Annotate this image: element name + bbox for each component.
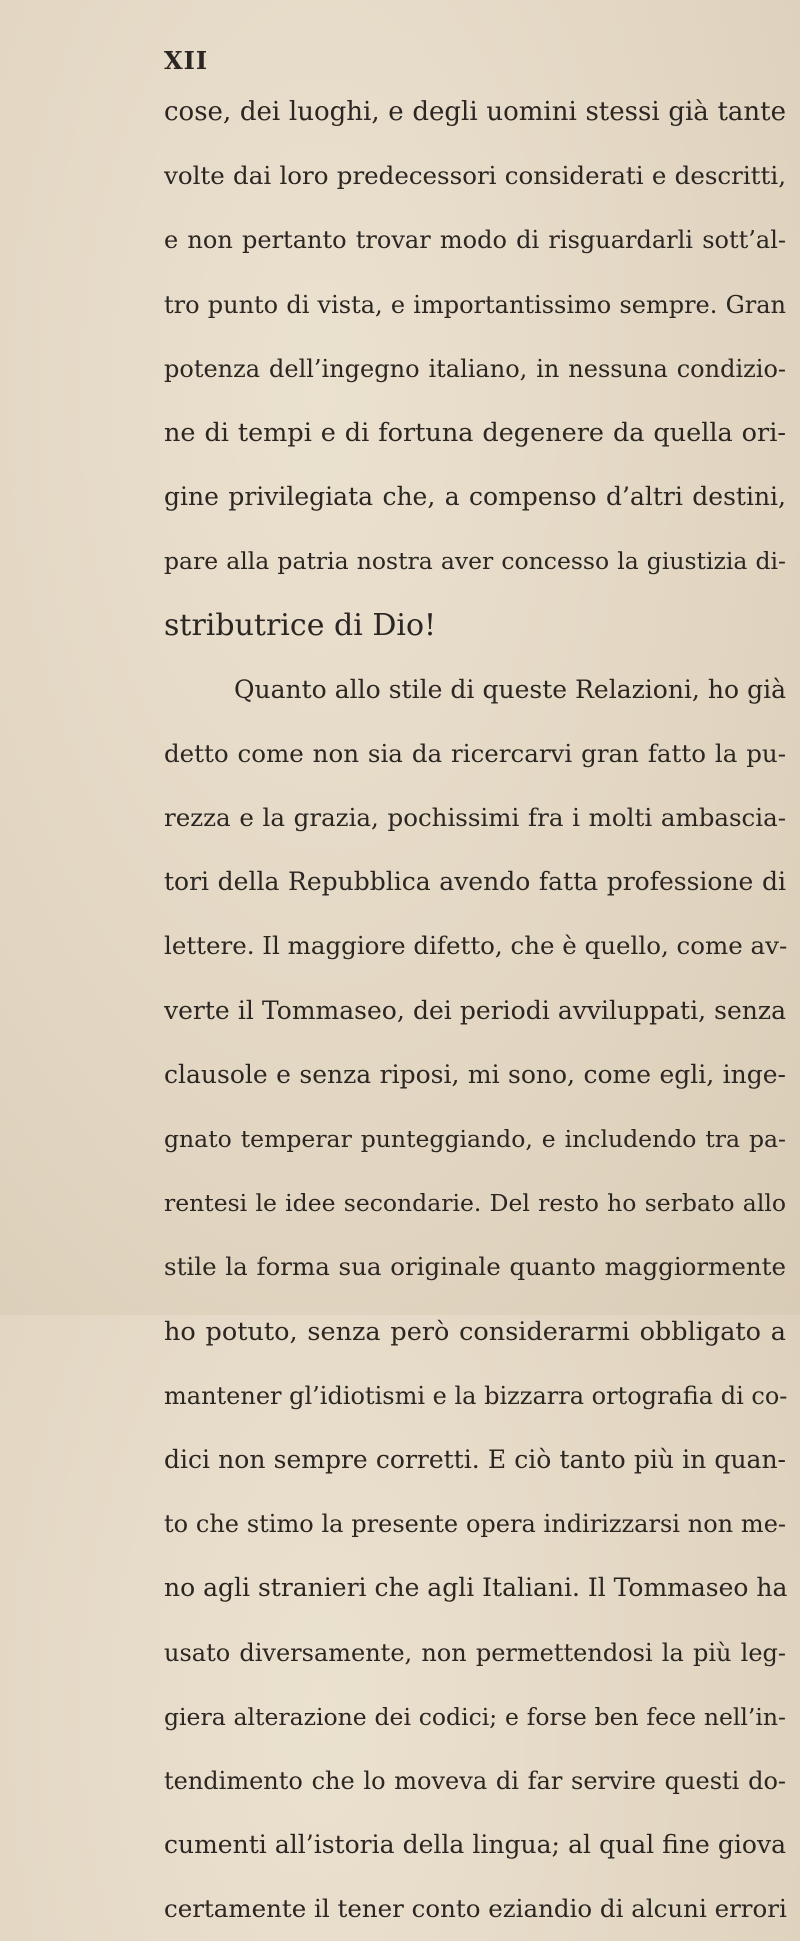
text-line: gnato temperar punteggiando, e includendo tra pa- — [164, 1125, 786, 1153]
text-line: tori della Repubblica avendo fatta professione di — [164, 867, 786, 897]
text-line: tro punto di vista, e importantissimo sempre. Gran — [164, 290, 786, 319]
body-text — [164, 80, 786, 1941]
text-line: ho potuto, senza però considerarmi obbligato a — [164, 1316, 786, 1347]
text-line: to che stimo la presente opera indirizzarsi non me- — [164, 1510, 786, 1539]
text-line: no agli stranieri che agli Italiani. Il Tommaseo ha — [164, 1573, 788, 1603]
text-line: detto come non sia da ricercarvi gran fatto la pu- — [164, 738, 786, 768]
text-line: potenza dell’ingegno italiano, in nessuna condizio- — [164, 354, 786, 383]
text-line: e non pertanto trovar modo di risguardarli sott’al- — [164, 226, 786, 255]
text-line: giera alterazione dei codici; e forse ben fece nell’in- — [164, 1702, 786, 1731]
text-line: cose, dei luoghi, e degli uomini stessi già tante — [164, 97, 786, 127]
paragraph-end-line: stributrice di Dio! — [164, 607, 437, 643]
text-line: stile la forma sua originale quanto maggiormente — [164, 1252, 786, 1282]
text-line: pare alla patria nostra aver concesso la giustizia di- — [164, 547, 786, 576]
text-line: ne di tempi e di fortuna degenere da quella ori- — [164, 417, 786, 448]
text-line: verte il Tommaseo, dei periodi avviluppati, senza — [164, 995, 786, 1025]
text-line: dici non sempre corretti. E ciò tanto più in quan- — [164, 1444, 786, 1474]
page-number: XII — [164, 46, 209, 75]
text-line: lettere. Il maggiore difetto, che è quello, come av- — [164, 931, 788, 961]
text-line: gine privilegiata che, a compenso d’altri destini, — [164, 482, 786, 512]
text-line: clausole e senza riposi, mi sono, come egli, inge- — [164, 1059, 786, 1089]
text-line: rezza e la grazia, pochissimi fra i molti ambascia- — [164, 803, 786, 833]
text-line: cumenti all’istoria della lingua; al qual fine giova — [164, 1830, 786, 1860]
text-line: usato diversamente, non permettendosi la più leg- — [164, 1638, 786, 1667]
text-line: tendimento che lo moveva di far servire questi do- — [164, 1766, 786, 1795]
text-line: mantener gl’idiotismi e la bizzarra ortografia di co- — [164, 1381, 788, 1410]
text-line: rentesi le idee secondarie. Del resto ho serbato allo — [164, 1189, 786, 1218]
paragraph-start-line: Quanto allo stile di queste Relazioni, ho già — [234, 674, 786, 704]
text-line: certamente il tener conto eziandio di alcuni errori — [164, 1894, 787, 1924]
text-line: volte dai loro predecessori considerati e descritti, — [164, 161, 786, 191]
